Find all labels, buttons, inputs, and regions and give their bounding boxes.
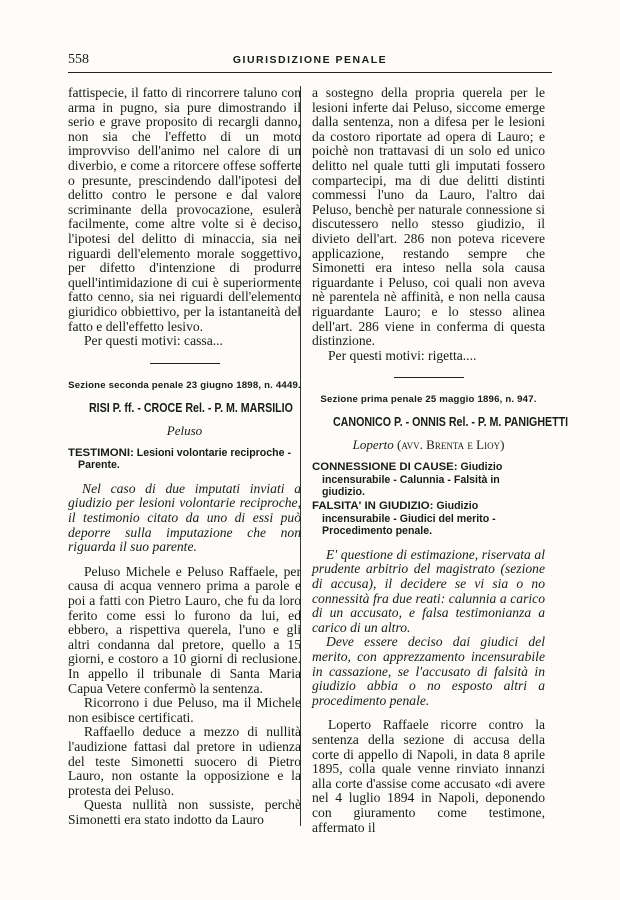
rubric-term: FALSITA' IN GIUDIZIO:: [312, 500, 434, 513]
case-place: [312, 437, 545, 453]
rubric-term: TESTIMONI:: [68, 446, 134, 459]
case-rubric: [68, 447, 301, 472]
case-maxim: E' questione di estimazione, riservata al prudente arbitrio del magistrato (sezione di accusa), il decidere se vi sia o no connessità fra due reati: calunnia a carico di un accusato, e falsa testimonianza a carico di un altro.: [312, 546, 545, 635]
page-number: 558: [68, 52, 89, 67]
right-continuation-text: a sostegno della propria querela per le lesioni inferte dai Peluso, siccome emerge dalla sentenza, non a difesa per le lesioni da costoro riportate ad opera di Lauro; e poichè non trattavasi di un solo ed unico delitto nel quale tutti gli imputati fossero compartecipi, ma di due delitti distinti commessi l'uno da Lauro, l'altro dai Peluso, benchè per naturale connessione si discutessero nello stesso giudizio, il divieto dell'art. 286 non poteva ricevere applicazione, restando sempre che Simonetti era inteso nella sola causa riguardante i Peluso, coi quali non aveva nè parentela nè affinità, e non nella causa riguardante Lauro; e lo stesso alinea dell'art. 286 viene in conferma di questa distinzione.: [312, 85, 545, 349]
right-column: [312, 85, 569, 835]
case-counsel: (avv. Brenta e Lioy): [397, 437, 505, 453]
case-rubric: [312, 461, 545, 499]
case-parties: RISI P. ff. - CROCE Rel. - P. M. MARSILIO: [88, 399, 293, 415]
case-section-heading: Sezione prima penale 25 maggio 1896, n. 947.: [320, 394, 537, 406]
case-paragraph: Raffaello deduce a mezzo di nullità l'audizione fattasi dal pretore in udienza del teste Simonetti suocero di Pietro Lauro, non ostante la opposizione e la protesta dei Peluso.: [68, 724, 301, 798]
rubric-text: Lesioni volontarie reciproche - Parente.: [78, 446, 292, 472]
left-continuation-text: fattispecie, il fatto di rincorrere taluno con arma in pugno, sia pure dimostrando il serio e grave proposito di recargli danno, non sia che l'effetto di un moto improvviso dell'animo nel calore di un diverbio, e come a ritorcere offese sofferte o presunte, prescindendo dall'ipotesi del delitto contro le persone e dal valore scriminante della provocazione, esulerà facilmente, come altre volte si è deciso, l'ipotesi del delitto di minaccia, sia nei riguardi dell'elemento morale soggettivo, per difetto d'intenzione di produrre quell'intimidazione di cui è superiormente fatto cenno, sia nei riguardi dell'elemento giuridico obbiettivo, per la istantaneità del fatto e dell'effetto lesivo.: [68, 85, 301, 334]
left-column: [68, 86, 301, 828]
running-title: GIURISDIZIONE PENALE: [232, 54, 388, 66]
case-paragraph: Ricorrono i due Peluso, ma il Michele non esibisce certificati.: [68, 695, 301, 725]
case-place: Peluso: [166, 422, 203, 438]
page-header: [68, 52, 552, 73]
separator-rule: [394, 377, 464, 378]
case-rubric: [312, 500, 545, 538]
case-maxim: Nel caso di due imputati inviati a giudizio per lesioni volontarie reciproche, il testimonio citato da uno di essi può deporre sulla imputazione che non riguarda il suo parente.: [68, 480, 301, 555]
case-place-name: Loperto: [352, 437, 394, 453]
case-paragraph: Questa nullità non sussiste, perchè Simonetti era stato indotto da Lauro: [68, 797, 301, 827]
rubric-text: Giudizio incensurabile - Giudici del merito - Procedimento penale.: [322, 500, 496, 538]
rubric-term: CONNESSIONE DI CAUSE:: [312, 461, 458, 474]
case-parties: CANONICO P. - ONNIS Rel. - P. M. PANIGHETTI: [332, 414, 569, 430]
left-closing: Per questi motivi: cassa...: [84, 333, 223, 349]
separator-rule: [150, 363, 220, 364]
case-paragraph: Loperto Raffaele ricorre contro la sentenza della sezione di accusa della corte di appello di Napoli, in data 8 aprile 1895, colla quale venne rinviato innanzi alla corte d'assise come accusato «di avere nel 4 luglio 1894 in Napoli, deponendo con giuramento come testimone, affermato il: [312, 717, 545, 835]
case-section-heading: Sezione seconda penale 23 giugno 1898, n. 4449.: [68, 379, 301, 391]
right-closing: Per questi motivi: rigetta....: [328, 347, 477, 363]
rubric-text: Giudizio incensurabile - Calunnia - Falsità in giudizio.: [322, 461, 503, 499]
case-maxim: Deve essere deciso dai giudici del merito, con apprezzamento incensurabile in cassazione, se l'accusato di falsità in giudizio abbia o no esposto altri a procedimento penale.: [312, 634, 545, 708]
case-paragraph: Peluso Michele e Peluso Raffaele, per causa di acqua vennero prima a parole e poi a fatti con Pietro Lauro, che fu da loro ferito come essi lo furono da lui, ed ebbero, a rispettiva querela, l'uno e gli altri condanna dal pretore, quello a 15 giorni, e costoro a 10 giorni di reclusione. In appello il tribunale di Santa Maria Capua Vetere confermò la sentenza.: [68, 563, 301, 696]
